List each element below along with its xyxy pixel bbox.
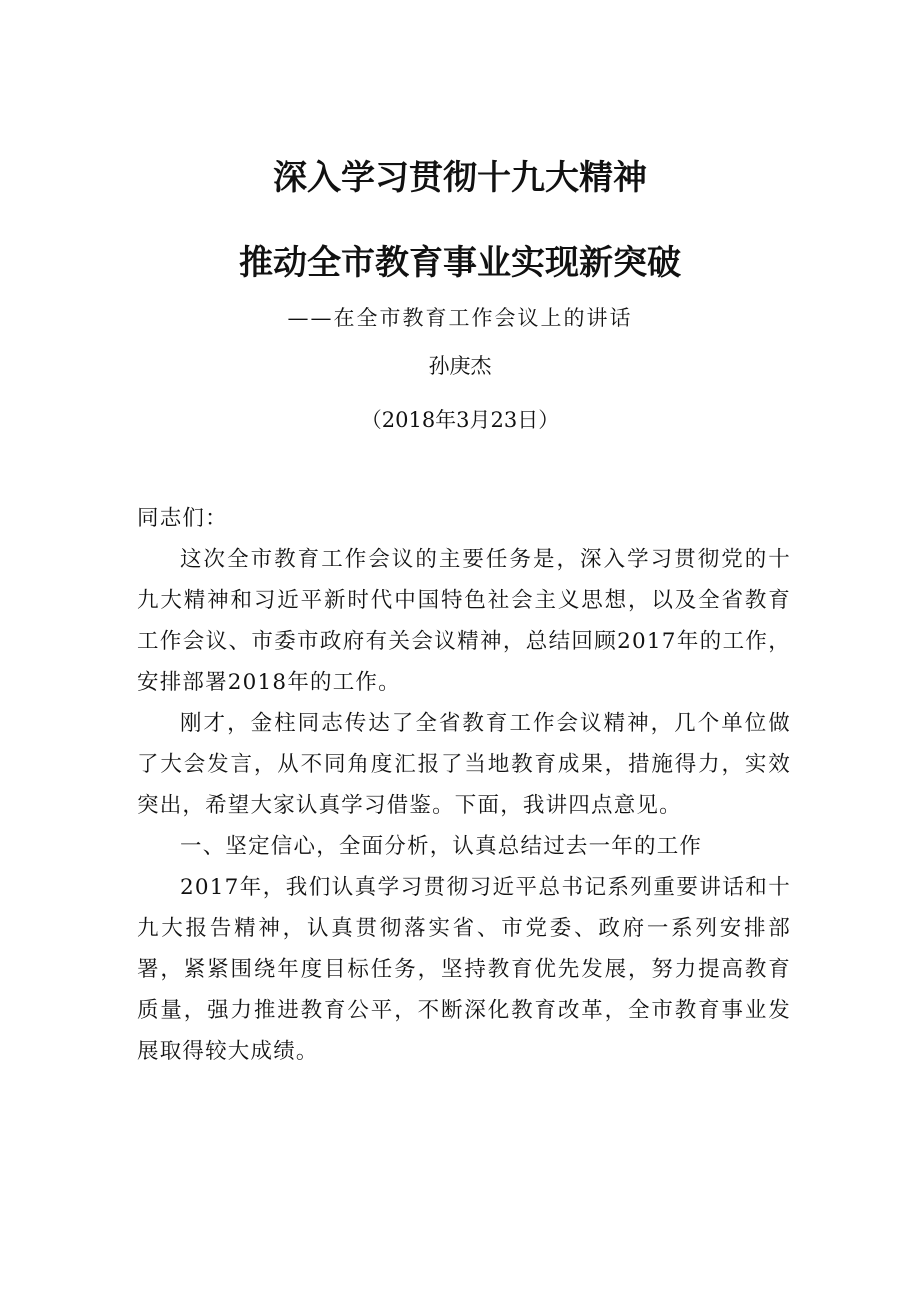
document-author: 孙庚杰 <box>428 354 492 378</box>
document-title-line-1: 深入学习贯彻十九大精神 <box>273 158 647 198</box>
body-paragraph: 2017年，我们认真学习贯彻习近平总书记系列重要讲话和十九大报告精神，认真贯彻落实省、市党委、政府一系列安排部署，紧紧围绕年度目标任务，坚持教育优先发展，努力提高教育质量，强力推进教育公平，不断深化教育改革，全市教育事业发展取得较大成绩。 <box>137 875 791 1064</box>
salutation: 同志们： <box>137 506 228 531</box>
body-paragraph: 这次全市教育工作会议的主要任务是，深入学习贯彻党的十九大精神和习近平新时代中国特色社会主义思想，以及全省教育工作会议、市委市政府有关会议精神，总结回顾2017年的工作，安排部署2018年的工作。 <box>137 547 791 695</box>
document-subtitle: ——在全市教育工作会议上的讲话 <box>287 306 633 330</box>
document-body <box>137 498 791 1072</box>
section-heading: 一、坚定信心，全面分析，认真总结过去一年的工作 <box>180 834 703 859</box>
document-date: （2018年3月23日） <box>360 408 560 432</box>
document-title-line-2: 推动全市教育事业实现新突破 <box>239 243 681 283</box>
body-paragraph: 刚才，金柱同志传达了全省教育工作会议精神，几个单位做了大会发言，从不同角度汇报了当地教育成果，措施得力，实效突出，希望大家认真学习借鉴。下面，我讲四点意见。 <box>137 711 791 818</box>
